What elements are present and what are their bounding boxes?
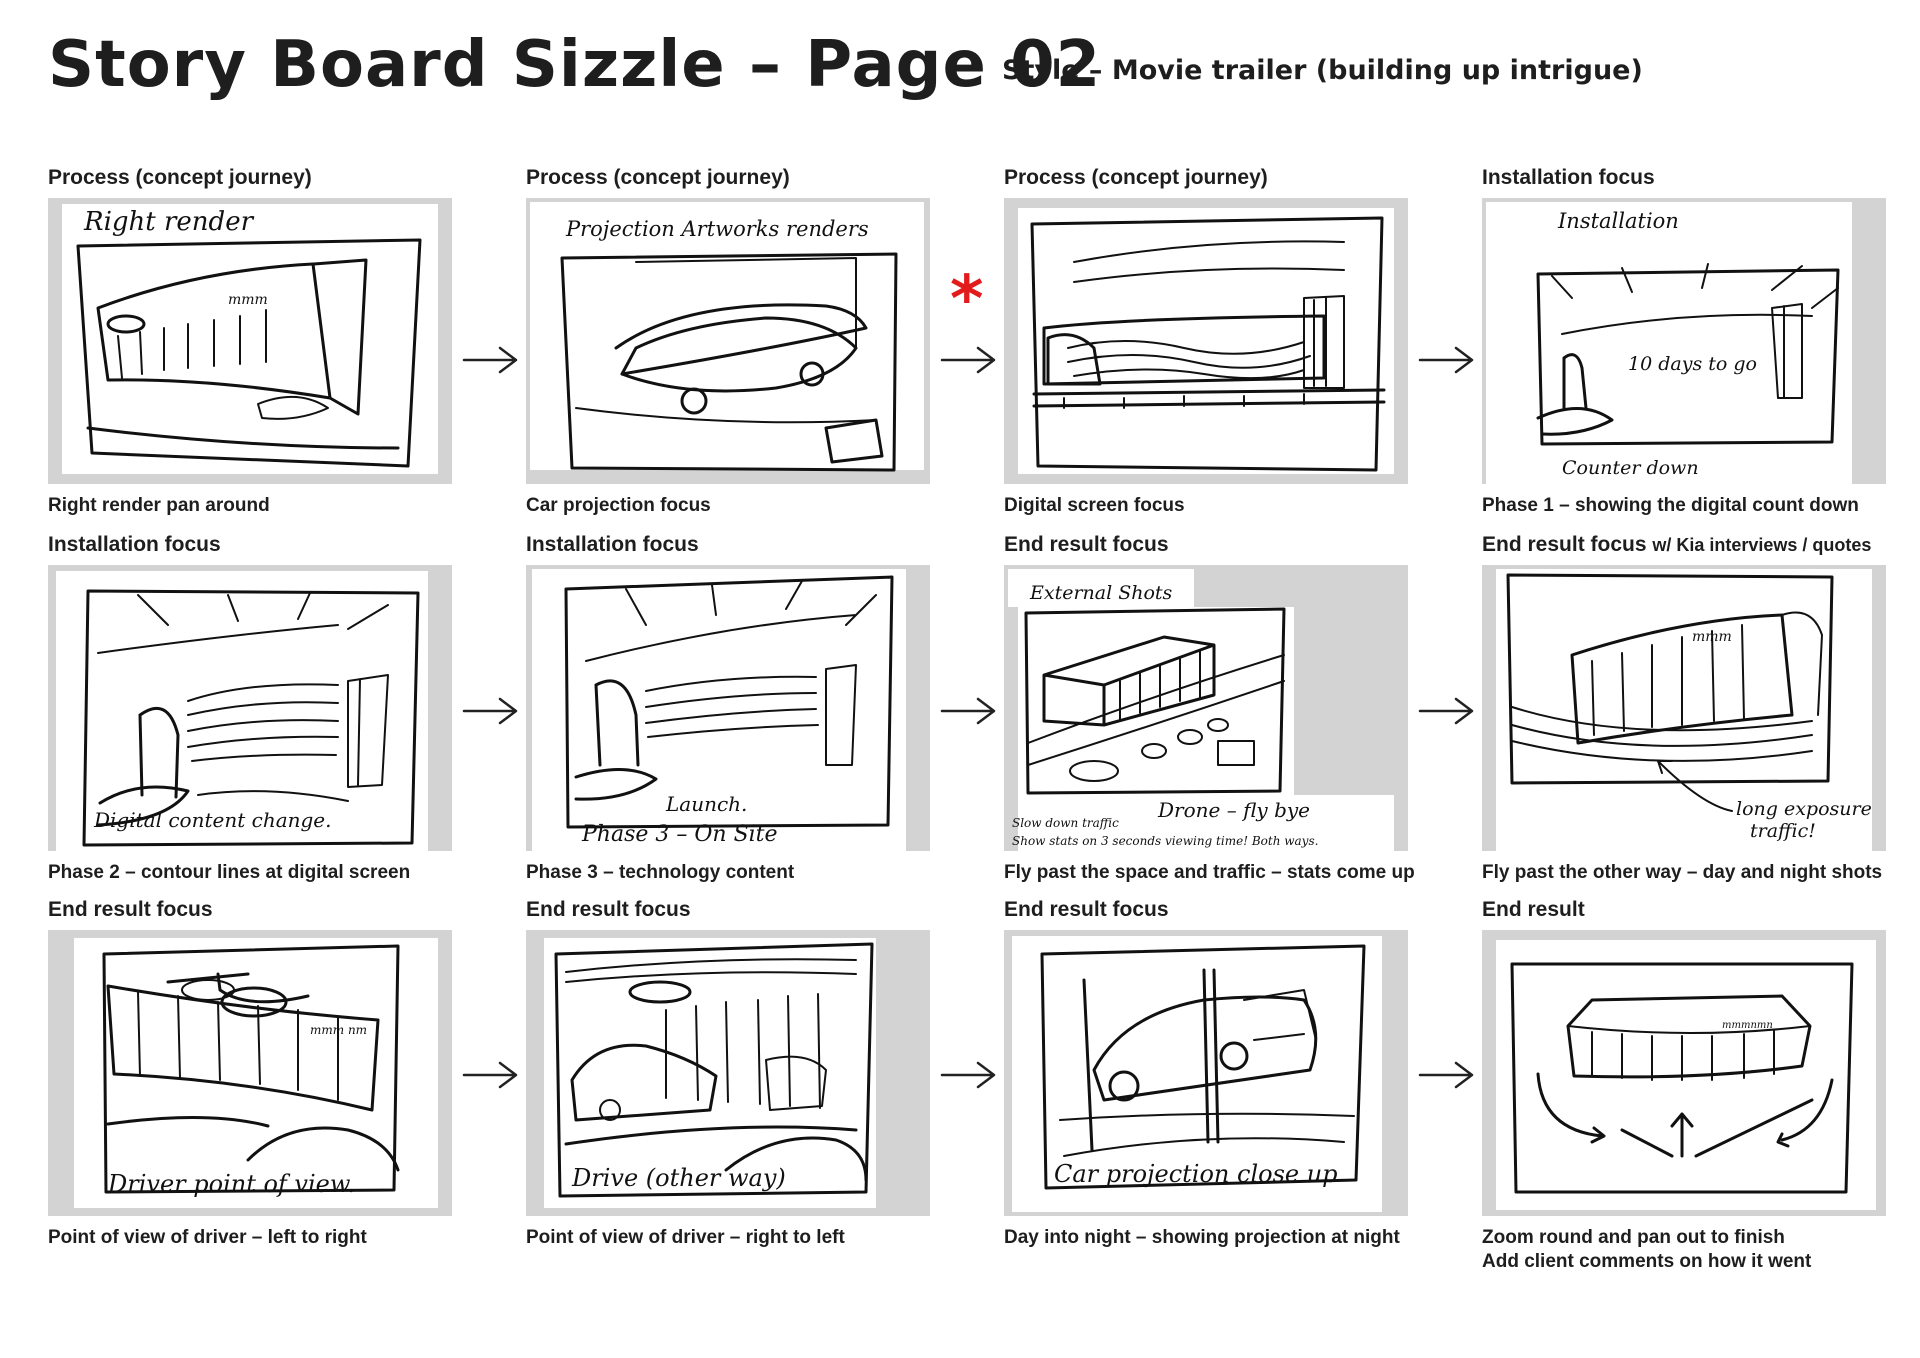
sketch-drive-other-way (526, 930, 930, 1216)
svg-text:mmm nm: mmm nm (310, 1023, 368, 1037)
sketch-frame (48, 565, 452, 851)
cell-label: End result (1482, 898, 1585, 921)
cell-label: End result focus w/ Kia interviews / quotes (1482, 533, 1872, 556)
right-arrow-icon (1418, 345, 1476, 375)
sketch-note: Digital content change. (94, 808, 332, 832)
cell-label: End result focus (48, 898, 213, 921)
sketch-note-2: Drone – fly bye (1158, 798, 1311, 822)
right-arrow-icon (462, 345, 520, 375)
sketch-frame (526, 930, 930, 1216)
cell-label: Installation focus (1482, 166, 1655, 189)
cell-label-suffix: w/ Kia interviews / quotes (1652, 535, 1872, 555)
sketch-frame (526, 565, 930, 851)
right-arrow-icon (462, 696, 520, 726)
svg-text:mmm: mmm (228, 292, 268, 308)
cell-label: Process (concept journey) (1004, 166, 1268, 189)
sketch-note: Projection Artworks renders (566, 217, 869, 241)
cell-label: End result focus (1004, 533, 1169, 556)
sketch-note: Launch. (666, 792, 748, 816)
cell-label: Process (concept journey) (526, 166, 790, 189)
sketch-frame (48, 930, 452, 1216)
sketch-technology-content (526, 565, 930, 851)
cell-label: End result focus (526, 898, 691, 921)
sketch-frame (48, 198, 452, 484)
sketch-note-2: traffic! (1750, 820, 1816, 842)
right-arrow-icon (940, 696, 998, 726)
sketch-note: Driver point of view. (108, 1170, 356, 1198)
caption-line-1: Zoom round and pan out to finish (1482, 1227, 1785, 1248)
sketch-note-3: Slow down traffic (1012, 816, 1119, 830)
sketch-frame (1004, 198, 1408, 484)
cell-label: Process (concept journey) (48, 166, 312, 189)
cell-caption: Fly past the space and traffic – stats come up (1004, 862, 1415, 883)
right-arrow-icon (1418, 1060, 1476, 1090)
right-arrow-icon (940, 1060, 998, 1090)
sketch-long-exposure (1482, 565, 1886, 851)
caption-line-2: Add client comments on how it went (1482, 1251, 1812, 1272)
sketch-frame (1482, 565, 1886, 851)
sketch-driver-pov (48, 930, 452, 1216)
right-arrow-icon (940, 345, 998, 375)
sketch-installation-countdown (1482, 198, 1886, 484)
sketch-frame (1004, 565, 1408, 851)
cell-label: Installation focus (48, 533, 221, 556)
sketch-drone-flyby (1004, 565, 1408, 851)
sketch-note: long exposure (1736, 798, 1872, 820)
cell-caption: Phase 2 – contour lines at digital screen (48, 862, 411, 883)
sketch-note-3: Counter down (1562, 457, 1699, 479)
svg-text:mmmnmn: mmmnmn (1722, 1020, 1773, 1031)
cell-caption: Right render pan around (48, 495, 270, 516)
sketch-note: Right render (84, 207, 254, 237)
page-subtitle: Style – Movie trailer (building up intrigue) (1002, 55, 1643, 86)
page-title: Story Board Sizzle – Page 02 (48, 28, 1102, 102)
cell-caption: Phase 1 – showing the digital count down (1482, 495, 1859, 516)
sketch-note: Installation (1558, 209, 1679, 233)
sketch-car-projection-closeup (1004, 930, 1408, 1216)
sketch-frame (1004, 930, 1408, 1216)
cell-label: Installation focus (526, 533, 699, 556)
sketch-note: Drive (other way) (572, 1164, 786, 1192)
sketch-note: External Shots (1030, 582, 1173, 604)
sketch-building-render (48, 198, 452, 484)
sketch-frame (526, 198, 930, 484)
svg-text:mmm: mmm (1692, 629, 1732, 645)
cell-label: End result focus (1004, 898, 1169, 921)
cell-caption: Point of view of driver – right to left (526, 1227, 845, 1248)
sketch-frame (1482, 930, 1886, 1216)
cell-caption (1482, 1226, 1811, 1274)
highlight-asterisk: * (950, 263, 984, 337)
sketch-contour-lines (48, 565, 452, 851)
sketch-car-projection (526, 198, 930, 484)
cell-caption: Fly past the other way – day and night shots (1482, 862, 1883, 883)
cell-caption: Car projection focus (526, 495, 711, 516)
sketch-frame (1482, 198, 1886, 484)
sketch-note-4: Show stats on 3 seconds viewing time! Both ways. (1012, 834, 1319, 848)
cell-caption: Day into night – showing projection at night (1004, 1227, 1400, 1248)
sketch-note-2: Phase 3 – On Site (582, 822, 778, 847)
cell-caption: Point of view of driver – left to right (48, 1227, 367, 1248)
cell-caption: Phase 3 – technology content (526, 862, 795, 883)
right-arrow-icon (462, 1060, 520, 1090)
right-arrow-icon (1418, 696, 1476, 726)
sketch-digital-screen (1004, 198, 1408, 484)
sketch-note: Car projection close up (1054, 1160, 1338, 1188)
sketch-zoom-out-finish (1482, 930, 1886, 1216)
sketch-note-2: 10 days to go (1628, 353, 1757, 375)
cell-caption: Digital screen focus (1004, 495, 1185, 516)
